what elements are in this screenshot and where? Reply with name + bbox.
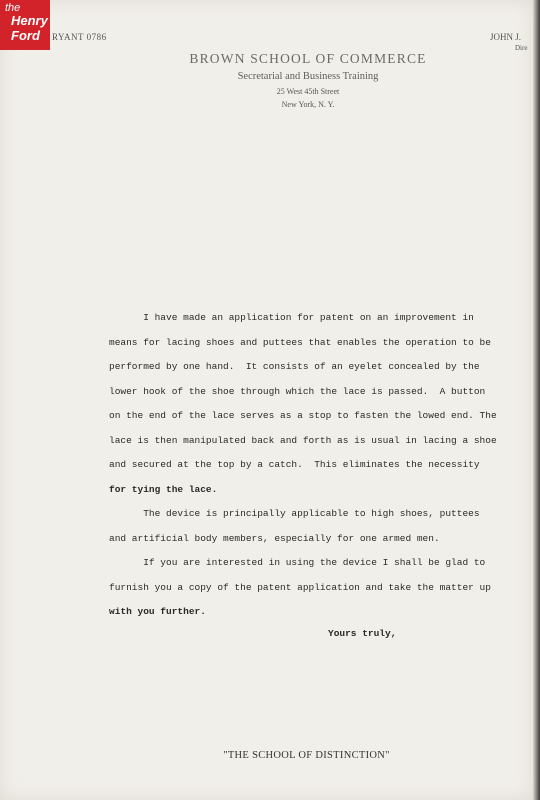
logo-line-1: the: [5, 2, 21, 14]
director-label: JOHN J.: [490, 32, 522, 42]
body-line: furnish you a copy of the patent application and take the matter up: [109, 581, 491, 593]
body-line: for tying the lace.: [109, 483, 218, 495]
body-line: with you further.: [109, 606, 206, 617]
body-line: lower hook of the shoe through which the lace is passed. A button: [109, 385, 486, 397]
body-line: on the end of the lace serves as a stop to fasten the lowed end. The: [109, 410, 497, 421]
director-title: Dire: [515, 44, 528, 52]
henry-ford-logo: [0, 0, 50, 50]
letter-body: [109, 306, 509, 625]
logo-line-2: Henry: [11, 13, 48, 28]
body-line: performed by one hand. It consists of an eyelet concealed by the: [109, 361, 480, 372]
school-name: BROWN SCHOOL OF COMMERCE: [189, 51, 427, 66]
body-line: means for lacing shoes and puttees that enables the operation to be: [109, 336, 491, 348]
school-street: 25 West 45th Street: [276, 87, 340, 96]
school-city: New York, N. Y.: [281, 100, 335, 109]
phone-number: RYANT 0786: [52, 32, 107, 42]
footer-motto: "THE SCHOOL OF DISTINCTION": [223, 750, 390, 761]
body-line: and artificial body members, especially for one armed men.: [109, 532, 440, 544]
body-line: If you are interested in using the device I shall be glad to: [109, 557, 486, 568]
body-line: and secured at the top by a catch. This eliminates the necessity: [109, 459, 480, 470]
body-line: lace is then manipulated back and forth as is usual in lacing a shoe: [109, 434, 497, 446]
body-line: I have made an application for patent on an improvement in: [109, 312, 474, 323]
letter-closing: Yours truly,: [328, 628, 397, 639]
school-tagline: Secretarial and Business Training: [237, 71, 379, 82]
page-edge: [533, 0, 540, 800]
body-line: The device is principally applicable to high shoes, puttees: [109, 508, 480, 519]
logo-line-3: Ford: [11, 28, 40, 43]
letterhead: [150, 51, 466, 109]
director-name: [490, 32, 527, 52]
